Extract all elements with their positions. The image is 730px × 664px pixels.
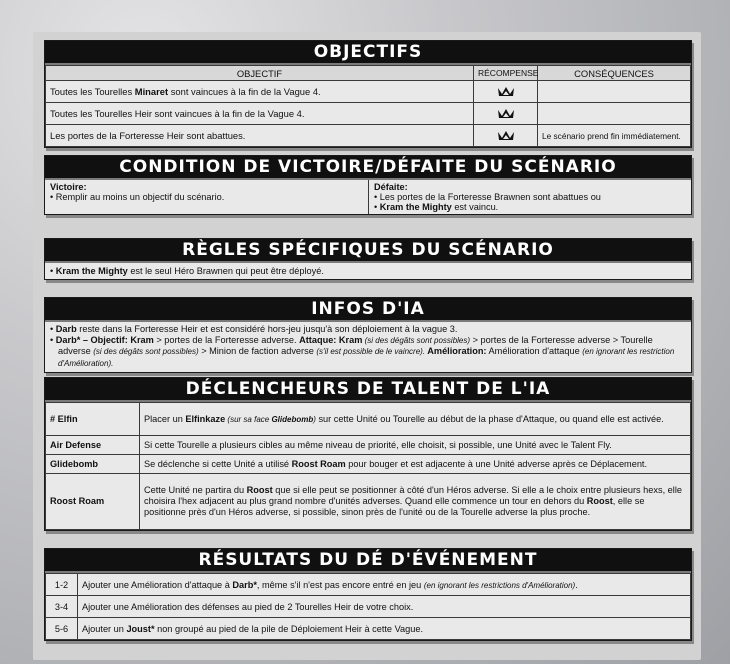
event-text: Ajouter un Joust* non groupé au pied de la pile de Déploiement Heir à cette Vague. [78, 618, 691, 640]
objective-row [46, 81, 691, 103]
condition-section [44, 155, 692, 215]
objective-header: OBJECTIF [46, 66, 474, 81]
reward-cell [474, 81, 538, 103]
reward-cell [474, 103, 538, 125]
ai-info-item: • Darb* – Objectif: Kram > portes de la Forteresse adverse. Attaque: Kram (si des dégâts sont possibles) > portes de la Forteresse adverse > Tourelle adverse (si des dégâts sont possibles) > Minion de faction adverse (s'il est possible de le vaincre). Amélioration: Amélioration d'attaque (en ignorant les restriction d'Amélioration). [50, 334, 675, 368]
victory-column [45, 180, 368, 214]
talent-title: DÉCLENCHEURS DE TALENT DE L'IA [45, 378, 691, 402]
defeat-item: • Kram the Mighty est vaincu. [374, 202, 499, 212]
consequence-cell [538, 103, 691, 125]
talent-row [46, 436, 691, 455]
crown-icon [497, 108, 515, 119]
crown-icon [497, 130, 515, 141]
talent-text: Cette Unité ne partira du Roost que si elle peut se positionner à côté d'un Héros adverse. Si elle a le choix entre plusieurs hexs, elle choisira l'hex adjacent au plus grand nombre d'unités adverses. Quand elle commence un tour en dehors du Roost, elle se positionne près d'un Héros adverse, si possible, sinon près de l'unité ou de la Tourelle adverse la plus proche. [140, 474, 691, 530]
objectives-title: OBJECTIFS [45, 41, 691, 65]
crown-icon [497, 86, 515, 97]
talent-row [46, 474, 691, 530]
condition-title: CONDITION DE VICTOIRE/DÉFAITE DU SCÉNARIO [45, 156, 691, 180]
talent-name: Glidebomb [46, 455, 140, 474]
consequence-cell [538, 81, 691, 103]
die-result: 5-6 [46, 618, 78, 640]
reward-header: RÉCOMPENSE [474, 66, 538, 81]
ai-info-title: INFOS D'IA [45, 298, 691, 322]
talent-name: Roost Roam [46, 474, 140, 530]
victory-item: • Remplir au moins un objectif du scénario. [50, 192, 225, 202]
talent-row [46, 403, 691, 436]
talent-text: Placer un Elfinkaze (sur sa face Glidebomb) sur cette Unité ou Tourelle au début de la phase d'Attaque, ou quand elle est activée. [140, 403, 691, 436]
defeat-column [368, 180, 691, 214]
talent-text: Si cette Tourelle a plusieurs cibles au même niveau de priorité, elle choisit, si possible, une Unité avec le Talent Fly. [140, 436, 691, 455]
ai-info-item: • Darb reste dans la Forteresse Heir et est considéré hors-jeu jusqu'à son déploiement à la vague 3. [50, 324, 458, 334]
objective-row [46, 125, 691, 147]
consequences-header: CONSÉQUENCES [538, 66, 691, 81]
ai-info-list [45, 322, 691, 372]
ai-info-section [44, 297, 692, 373]
talent-name: # Elfin [46, 403, 140, 436]
reward-cell [474, 125, 538, 147]
talent-table [45, 402, 691, 530]
talent-name: Air Defense [46, 436, 140, 455]
talent-text: Se déclenche si cette Unité a utilisé Roost Roam pour bouger et est adjacente à une Unité adverse après ce Déplacement. [140, 455, 691, 474]
event-die-row [46, 574, 691, 596]
event-die-title: RÉSULTATS DU DÉ D'ÉVÉNEMENT [45, 549, 691, 573]
event-die-row [46, 618, 691, 640]
objectives-table [45, 65, 691, 147]
objectives-section [44, 40, 692, 148]
rules-title: RÈGLES SPÉCIFIQUES DU SCÉNARIO [45, 239, 691, 263]
objective-text: Toutes les Tourelles Minaret sont vaincues à la fin de la Vague 4. [46, 81, 474, 103]
objective-text: Les portes de la Forteresse Heir sont abattues. [46, 125, 474, 147]
talent-section [44, 377, 692, 531]
consequence-cell: Le scénario prend fin immédiatement. [538, 125, 691, 147]
defeat-label: Défaite: [374, 182, 408, 192]
objective-row [46, 103, 691, 125]
event-text: Ajouter une Amélioration des défenses au pied de 2 Tourelles Heir de votre choix. [78, 596, 691, 618]
victory-label: Victoire: [50, 182, 87, 192]
die-result: 1-2 [46, 574, 78, 596]
talent-row [46, 455, 691, 474]
die-result: 3-4 [46, 596, 78, 618]
event-die-table [45, 573, 691, 640]
objectives-header-row [46, 66, 691, 81]
event-die-row [46, 596, 691, 618]
defeat-item: • Les portes de la Forteresse Brawnen sont abattues ou [374, 192, 601, 202]
event-text: Ajouter une Amélioration d'attaque à Darb*, même s'il n'est pas encore entré en jeu (en ignorant les restrictions d'Amélioration). [78, 574, 691, 596]
condition-body [45, 180, 691, 214]
event-die-section [44, 548, 692, 641]
rules-section [44, 238, 692, 280]
objective-text: Toutes les Tourelles Heir sont vaincues à la fin de la Vague 4. [46, 103, 474, 125]
rules-text: • Kram the Mighty est le seul Héro Brawnen qui peut être déployé. [50, 266, 324, 276]
